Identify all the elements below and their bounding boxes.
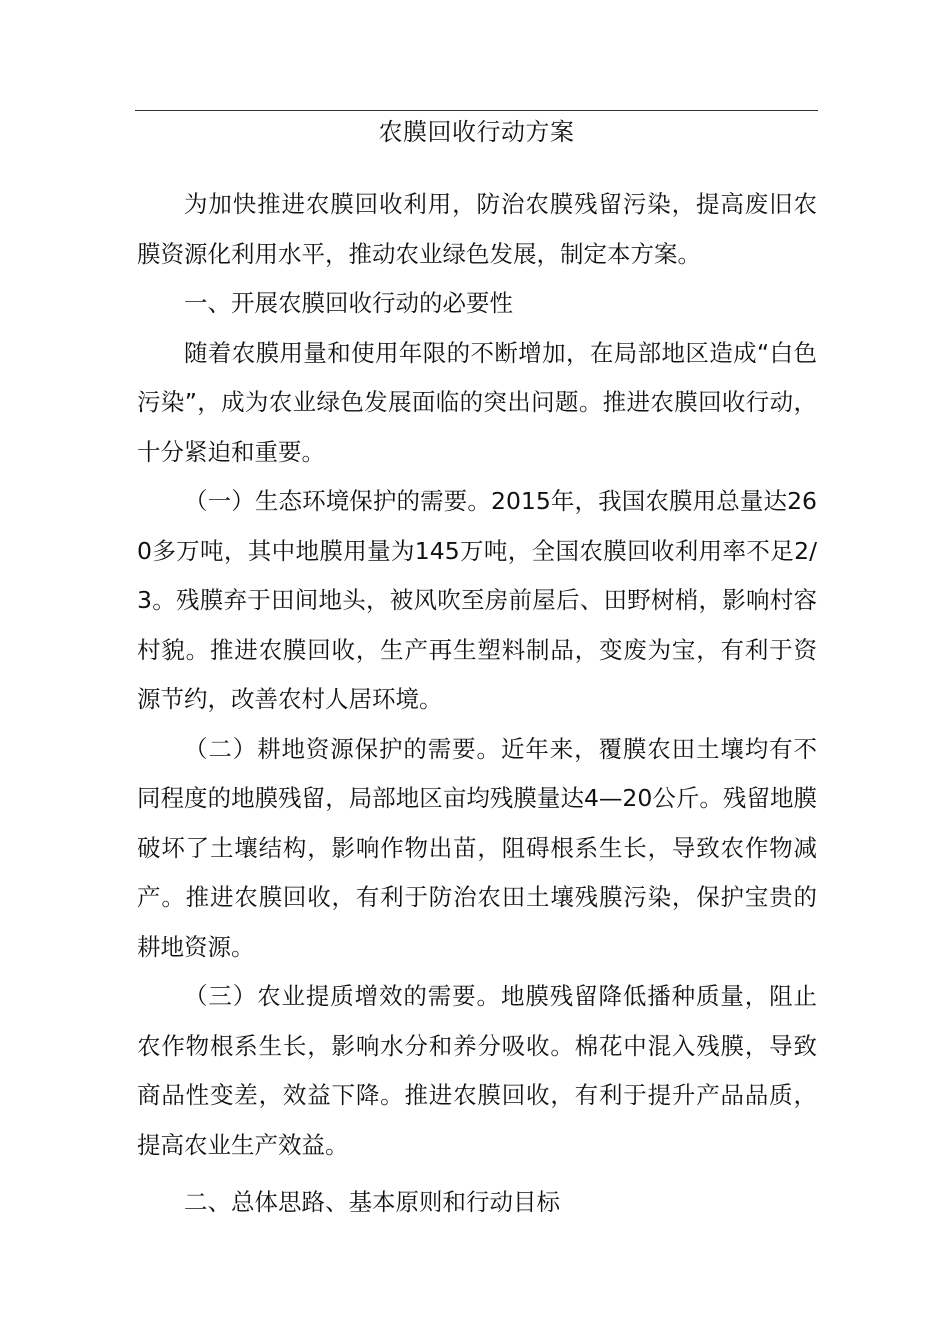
header-rule xyxy=(135,110,818,111)
intro-paragraph: 为加快推进农膜回收利用，防治农膜残留污染，提高废旧农膜资源化利用水平，推动农业绿色发展，制定本方案。 xyxy=(137,190,817,268)
section1-heading: 一、开展农膜回收行动的必要性 xyxy=(184,289,513,317)
section2-heading: 二、总体思路、基本原则和行动目标 xyxy=(184,1188,560,1216)
document-title: 农膜回收行动方案 xyxy=(378,118,575,146)
item1-paragraph: （一）生态环境保护的需要。2015年，我国农膜用总量达260多万吨，其中地膜用量为145万吨，全国农膜回收利用率不足2/3。残膜弃于田间地头，被风吹至房前屋后、田野树梢，影响村容村貌。推进农膜回收，生产再生塑料制品，变废为宝，有利于资源节约，改善农村人居环境。 xyxy=(137,487,817,713)
section1-intro-paragraph: 随着农膜用量和使用年限的不断增加，在局部地区造成“白色污染”，成为农业绿色发展面临的突出问题。推进农膜回收行动，十分紧迫和重要。 xyxy=(137,338,817,466)
document-body xyxy=(137,180,817,1228)
item2-paragraph: （二）耕地资源保护的需要。近年来，覆膜农田土壤均有不同程度的地膜残留，局部地区亩均残膜量达4—20公斤。残留地膜破坏了土壤结构，影响作物出苗，阻碍根系生长，导致农作物减产。推进农膜回收，有利于防治农田土壤残膜污染，保护宝贵的耕地资源。 xyxy=(137,734,817,961)
section-gap xyxy=(137,1170,817,1178)
item3-paragraph: （三）农业提质增效的需要。地膜残留降低播种质量，阻止农作物根系生长，影响水分和养分吸收。棉花中混入残膜，导致商品性变差，效益下降。推进农膜回收，有利于提升产品品质，提高农业生产效益。 xyxy=(137,982,817,1159)
